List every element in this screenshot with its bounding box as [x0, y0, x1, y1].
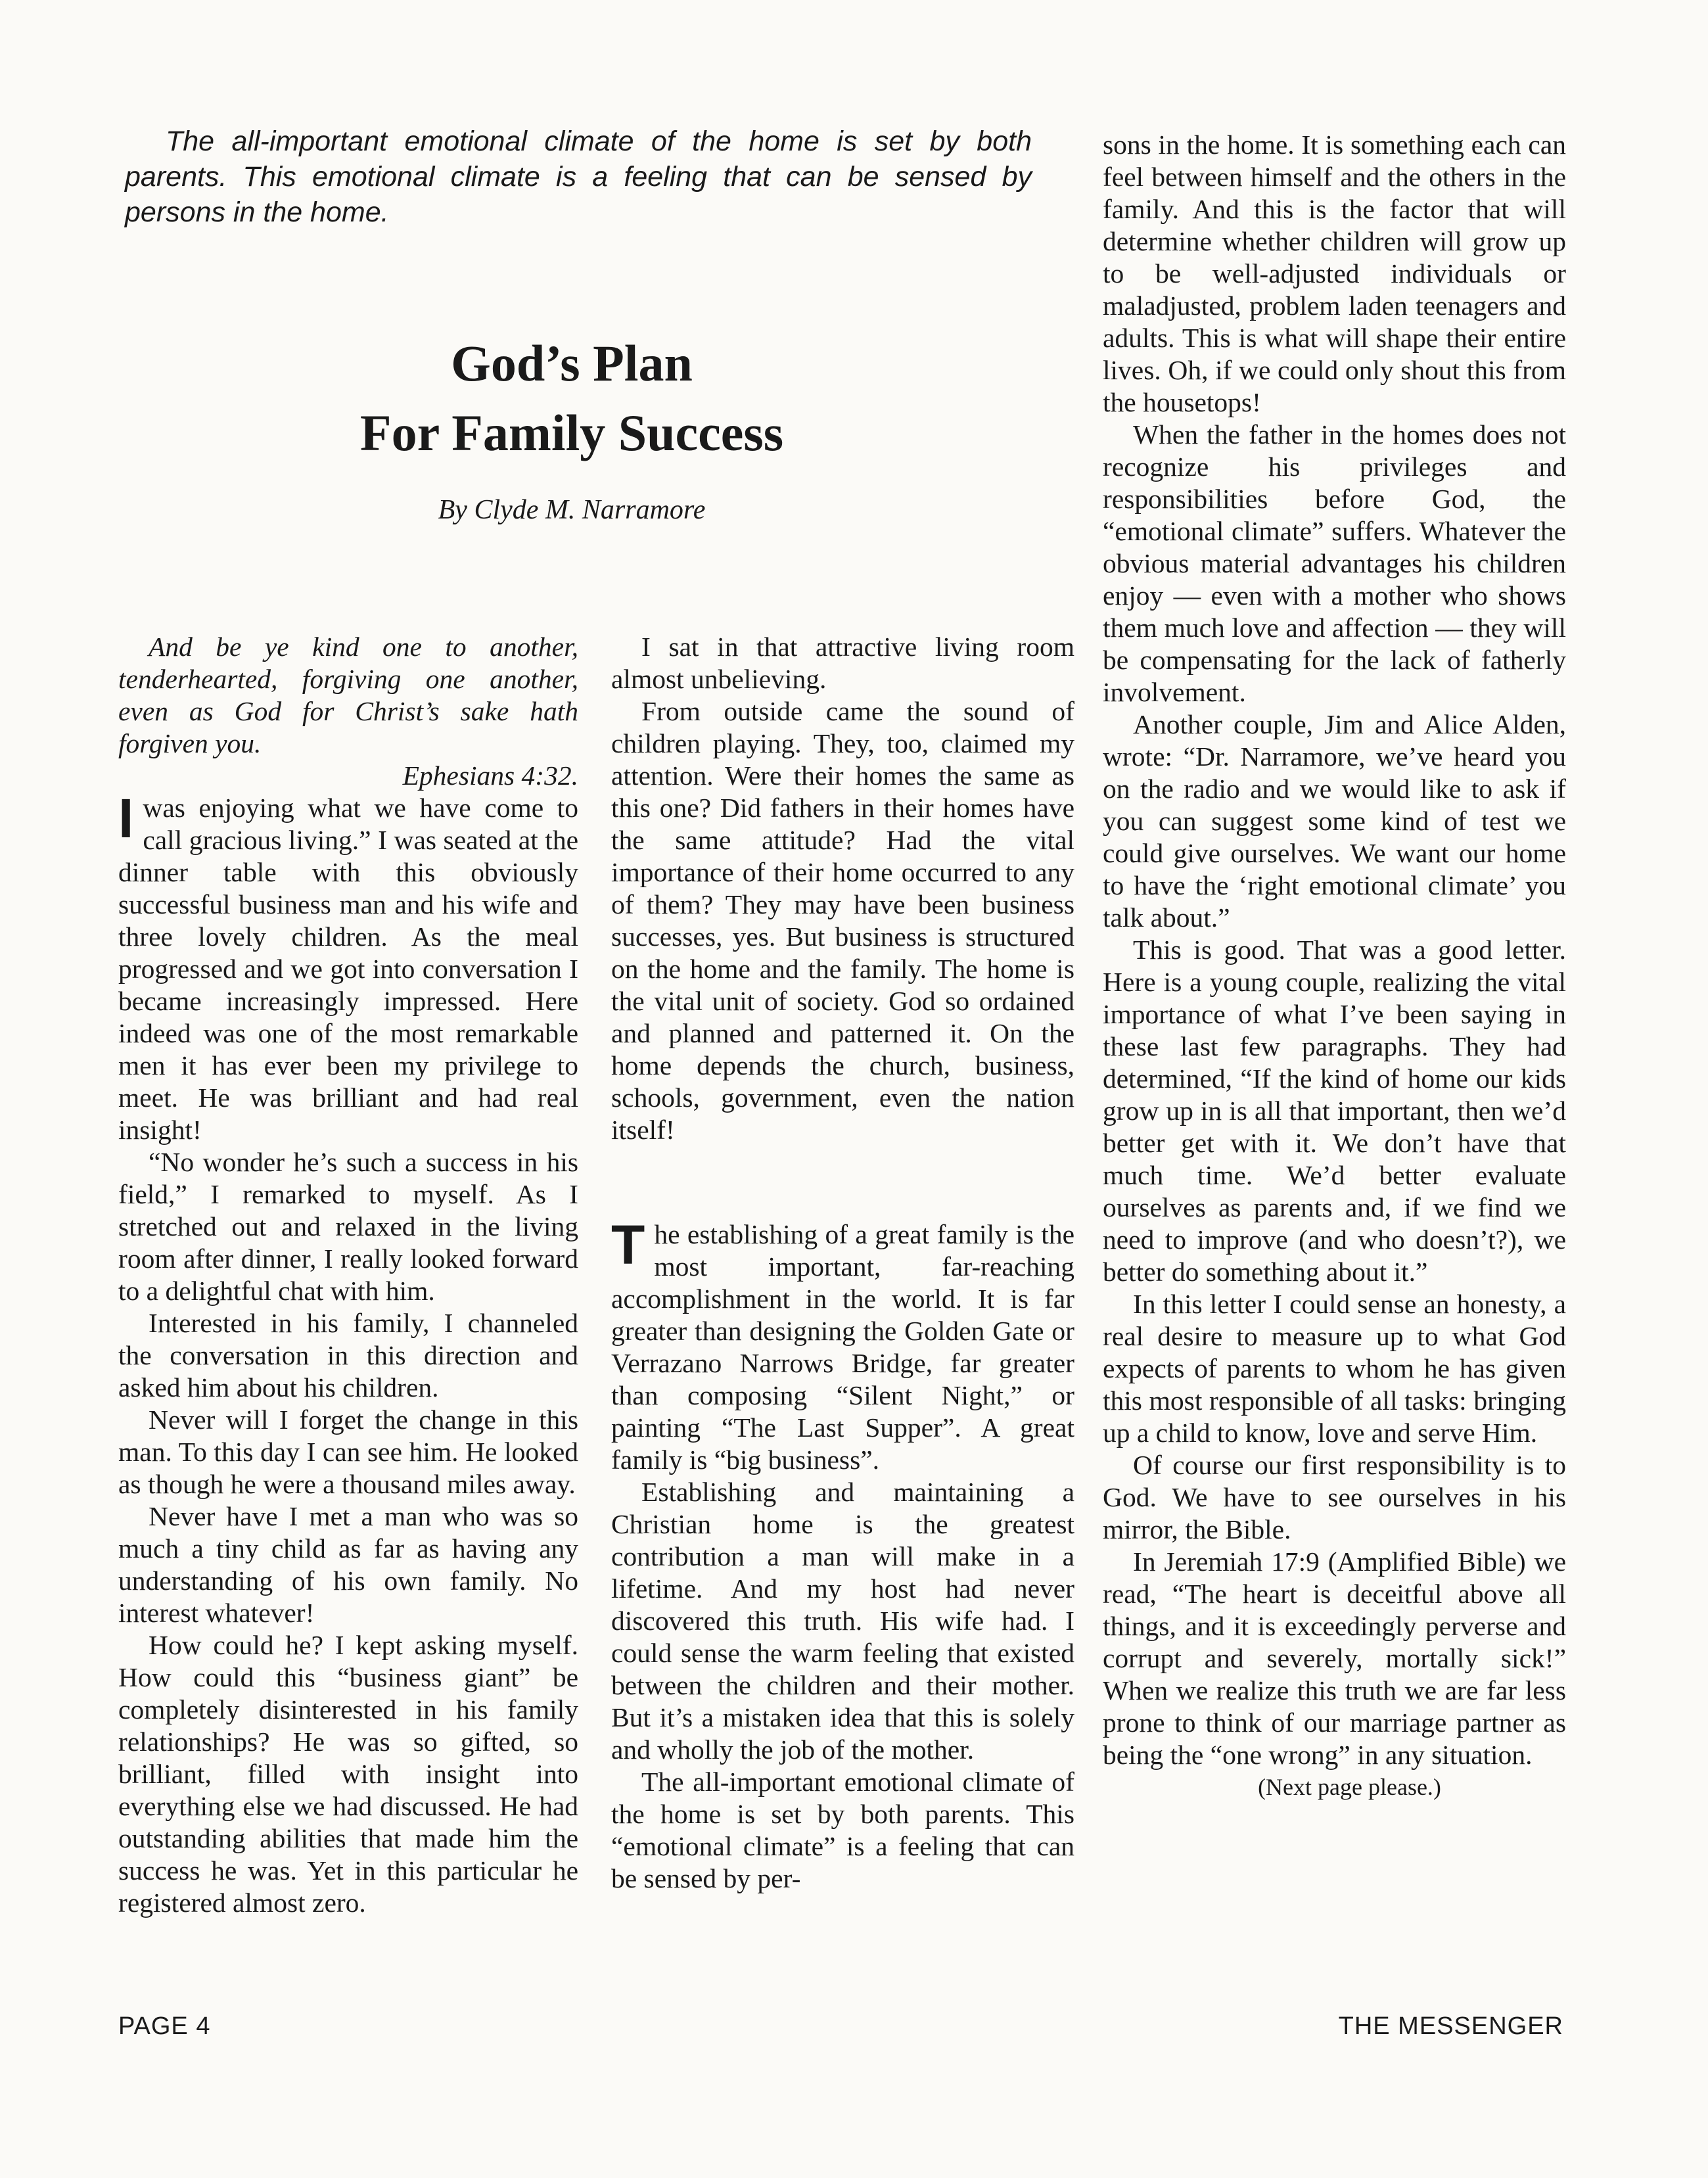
col1-paragraph-5: Never have I met a man who was so much a tiny child as far as having any understanding of his own family. No interest whatever! — [118, 1501, 578, 1628]
col3-paragraph-6: Of course our first responsibility is to God. We have to see ourselves in his mirror, the Bible. — [1103, 1450, 1566, 1544]
continued-notice: (Next page please.) — [1258, 1774, 1441, 1800]
column-3 — [1103, 129, 1566, 1803]
title-line-1: God’s Plan — [451, 335, 693, 392]
article-title — [243, 329, 900, 468]
epigraph-citation: Ephesians 4:32. — [402, 760, 578, 791]
byline: By Clyde M. Narramore — [438, 495, 706, 525]
col3-paragraph-7: In Jeremiah 17:9 (Amplified Bible) we read, “The heart is deceitful above all things, and it is exceedingly perverse and corrupt and severely, mortally sick!” When we realize this truth we are far less prone to think of our marriage partner as being the “one wrong” in any situation. — [1103, 1546, 1566, 1770]
page-number: PAGE 4 — [118, 2012, 211, 2040]
col2-paragraph-4: Establishing and maintaining a Christian home is the greatest contribution a man will make in a lifetime. And my host had never discovered this truth. His wife had. I could sense the warm feeling that existed between the children and their mother. But it’s a mistaken idea that this is solely and wholly the job of the mother. — [611, 1477, 1074, 1765]
publication-name: THE MESSENGER — [1338, 2012, 1563, 2040]
col1-paragraph-1-text: was enjoying what we have come to call gracious living.” I was seated at the dinner table with this obviously successful business man and his wife and three lovely children. As the meal progressed and we got into conversation I became increasingly impressed. Here indeed was one of the most remarkable men it has ever been my privilege to meet. He was brilliant and had real insight! — [118, 793, 578, 1145]
col1-paragraph-1 — [118, 787, 578, 1146]
col3-paragraph-1: sons in the home. It is something each can feel between himself and the others in the family. And this is the factor that will determine whether children will grow up to be well-adjusted individuals or maladjusted, problem laden teenagers and adults. This is what will shape their entire lives. Oh, if we could only shout this from the housetops! — [1103, 129, 1566, 417]
col1-paragraph-4: Never will I forget the change in this man. To this day I can see him. He looked as though he were a thousand miles away. — [118, 1404, 578, 1499]
col3-paragraph-5: In this letter I could sense an honesty, a real desire to measure up to what God expects of parents to whom he has given this most responsible of all tasks: bringing up a child to know, love and serve Him. — [1103, 1289, 1566, 1448]
col1-paragraph-2: “No wonder he’s such a success in his field,” I remarked to myself. As I stretched out and relaxed in the living room after dinner, I really looked forward to a delightful chat with him. — [118, 1147, 578, 1306]
col2-paragraph-2: From outside came the sound of children playing. They, too, claimed my attention. Were their homes the same as this one? Did fathers in their homes have the same attitude? Had the vital importance of their home occurred to any of them? They may have been business successes, yes. But business is structured on the home and the family. The home is the vital unit of society. God so ordained and planned and patterned it. On the home depends the church, business, schools, government, even the nation itself! — [611, 696, 1074, 1145]
col1-paragraph-6: How could he? I kept asking myself. How could this “business giant” be completely disinterested in his family relationships? He was so gifted, so brilliant, filled with insight into everything else we had discussed. He had outstanding abilities that made him the success he was. Yet in this particular he registered almost zero. — [118, 1630, 578, 1918]
col2-paragraph-1: I sat in that attractive living room almost unbelieving. — [611, 632, 1074, 694]
col3-paragraph-4: This is good. That was a good letter. Here is a young couple, realizing the vital importance of what I’ve been saying in these last few paragraphs. They had determined, “If the kind of home our kids grow up in is all that important, then we’d better get with it. We don’t have that much time. We’d better evaluate ourselves as parents and, if we find we need to improve (and who doesn’t?), we better do something about it.” — [1103, 935, 1566, 1287]
epigraph-text: And be ye kind one to another, tenderhearted, forgiving one another, even as God for Christ’s sake hath forgiven you. — [118, 632, 578, 758]
col3-paragraph-3: Another couple, Jim and Alice Alden, wrote: “Dr. Narramore, we’ve heard you on the radio and we would like to ask if you can suggest some kind of test we could give ourselves. We want our home to have the ‘right emotional climate’ you talk about.” — [1103, 709, 1566, 933]
column-2 — [611, 631, 1074, 1895]
column-1 — [118, 631, 578, 1919]
section-break — [611, 1146, 1074, 1218]
col2-paragraph-3 — [611, 1214, 1074, 1476]
col2-paragraph-5: The all-important emotional climate of the home is set by both parents. This “emotional climate” is a feeling that can be sensed by per- — [611, 1767, 1074, 1893]
col1-paragraph-3: Interested in his family, I channeled the conversation in this direction and asked him about his children. — [118, 1308, 578, 1402]
pull-quote: The all-important emotional climate of the home is set by both parents. This emotional climate is a feeling that can be sensed by persons in the home. — [125, 126, 1032, 228]
col3-paragraph-2: When the father in the homes does not recognize his privileges and responsibilities before God, the “emotional climate” suffers. Whatever the obvious material advantages his children enjoy — even with a mother who shows them much love and affection — they will be compensating for the lack of fatherly involvement. — [1103, 419, 1566, 707]
title-line-2: For Family Success — [359, 404, 784, 461]
drop-cap: I — [118, 787, 134, 849]
col2-paragraph-3-text: he establishing of a great family is the most important, far-reaching accomplishment in the world. It is far greater than designing the Golden Gate or Verrazano Narrows Bridge, far greater than composing “Silent Night,” or painting “The Last Supper”. A great family is “big business”. — [611, 1219, 1074, 1475]
drop-cap: T — [611, 1214, 645, 1276]
